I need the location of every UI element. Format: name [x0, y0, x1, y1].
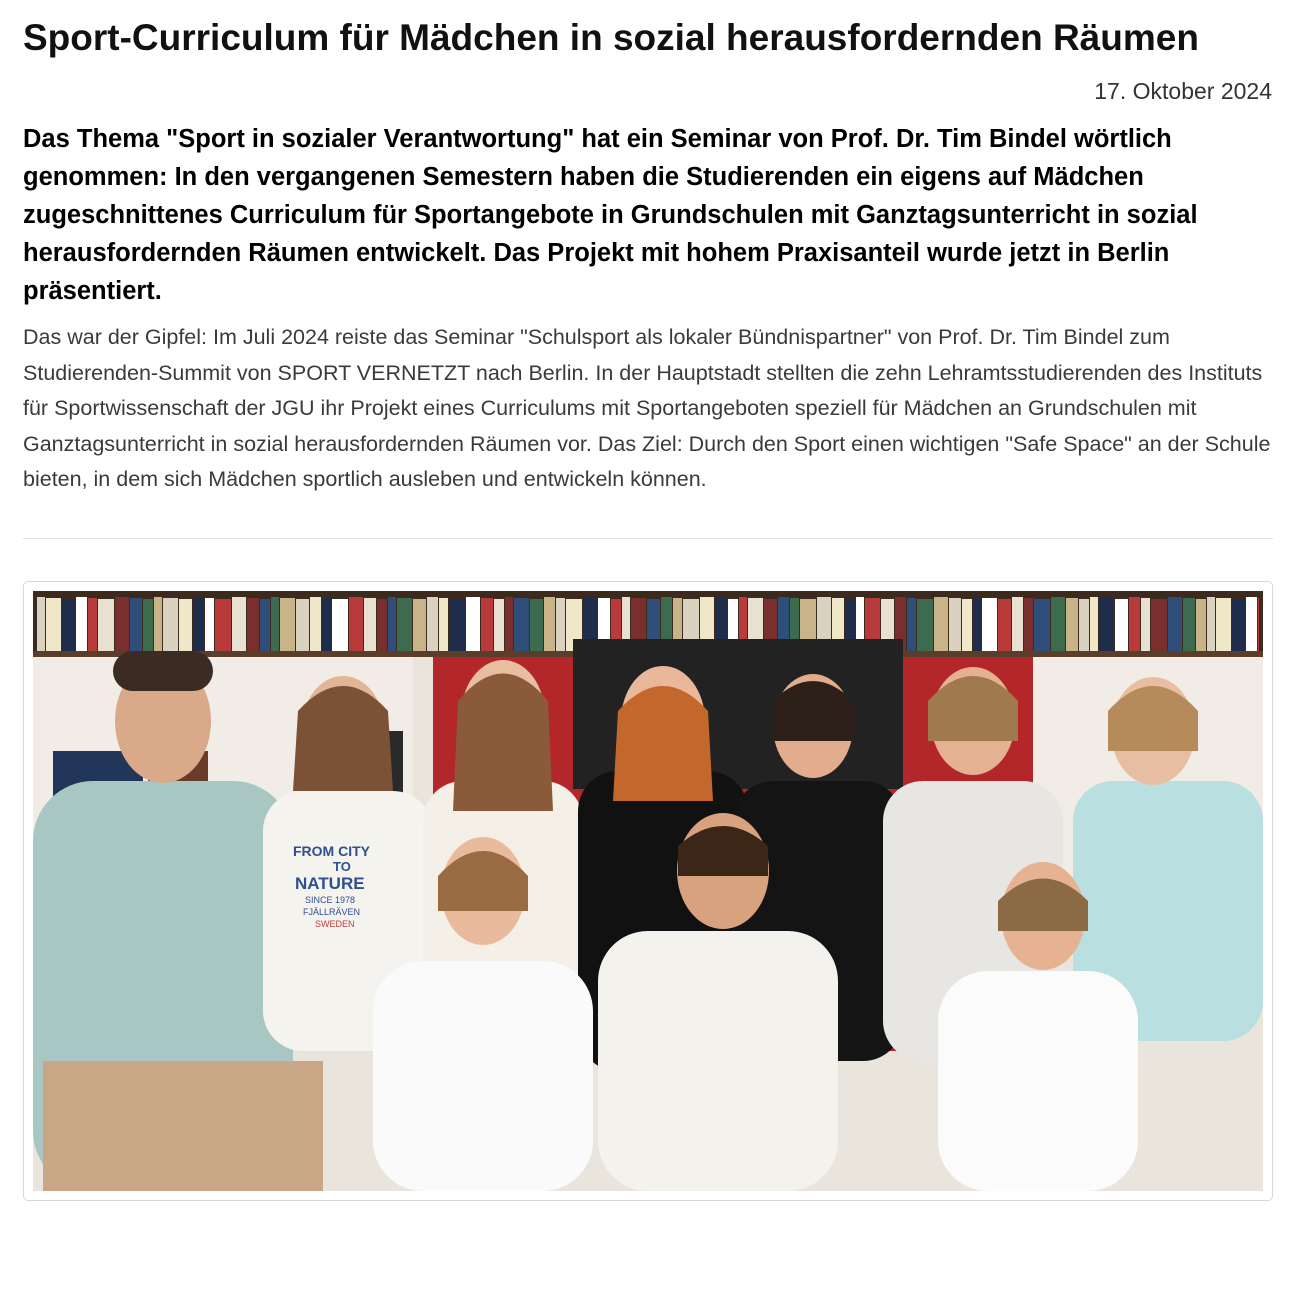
- book-spine: [310, 597, 321, 651]
- book-spine: [962, 599, 972, 651]
- book-spine: [397, 598, 412, 651]
- svg-text:FROM CITY: FROM CITY: [293, 842, 370, 859]
- book-spine: [1207, 597, 1215, 651]
- group-photo: [33, 591, 1263, 1191]
- book-spine: [271, 597, 279, 651]
- book-spine: [1246, 597, 1257, 651]
- book-spine: [88, 598, 97, 651]
- book-spine: [232, 597, 246, 651]
- article-body: Das war der Gipfel: Im Juli 2024 reiste das Seminar "Schulsport als lokaler Bündnispartner" von Prof. Dr. Tim Bindel zum Studierenden-Summit von SPORT VERNETZT nach Berlin. In der Hauptstadt stellten die zehn Lehramtsstudierenden des Instituts für Sportwissenschaft der JGU ihr Projekt eines Curriculums mit Sportangeboten speziell für Mädchen an Grundschulen mit Ganztagsunterricht in sozial herausfordernden Räumen vor. Das Ziel: Durch den Sport einen wichtigen "Safe Space" an der Schule bieten, in dem sich Mädchen sportlich ausleben und entwickeln können.: [23, 325, 1271, 491]
- book-spine: [413, 599, 426, 651]
- book-spine: [439, 598, 448, 651]
- book-spine: [247, 598, 259, 651]
- book-spine: [37, 597, 45, 651]
- book-spine: [193, 597, 204, 651]
- book-spine: [179, 599, 192, 651]
- article-date: 17. Oktober 2024: [1094, 78, 1272, 104]
- book-spine: [388, 597, 396, 651]
- book-spine: [1168, 597, 1182, 651]
- book-spine: [544, 597, 555, 651]
- book-spine: [1012, 597, 1023, 651]
- book-spine: [349, 597, 363, 651]
- svg-text:SINCE 1978: SINCE 1978: [305, 894, 356, 905]
- book-spine: [427, 597, 438, 651]
- book-spine: [949, 598, 961, 651]
- book-spine: [1196, 599, 1206, 651]
- book-spine: [917, 599, 933, 651]
- book-spine: [1090, 597, 1098, 651]
- book-spine: [1066, 598, 1078, 651]
- book-spine: [1216, 598, 1231, 651]
- book-spine: [46, 598, 61, 651]
- book-spine: [260, 599, 270, 651]
- book-spine: [205, 598, 214, 651]
- book-spine: [1079, 599, 1089, 651]
- book-spine: [1183, 598, 1195, 651]
- book-spine: [494, 599, 504, 651]
- book-spine: [332, 599, 348, 651]
- book-spine: [514, 598, 529, 651]
- book-spine: [1141, 598, 1150, 651]
- article-image-frame: [23, 581, 1273, 1201]
- shirt-print: [293, 843, 371, 929]
- svg-text:NATURE: NATURE: [295, 873, 365, 893]
- book-spine: [982, 598, 997, 651]
- book-spine: [973, 597, 981, 651]
- svg-text:SWEDEN: SWEDEN: [315, 918, 355, 929]
- book-spine: [505, 597, 513, 651]
- book-spine: [130, 598, 142, 651]
- book-spine: [1129, 597, 1140, 651]
- book-spine: [322, 598, 331, 651]
- book-spine: [1099, 598, 1114, 651]
- book-spine: [449, 599, 465, 651]
- book-spine: [163, 598, 178, 651]
- article-lead: Das Thema "Sport in sozialer Verantwortung" hat ein Seminar von Prof. Dr. Tim Bindel wörtlich genommen: In den vergangenen Semestern haben die Studierenden ein eigens auf Mädchen zugeschnittenes Curriculum für Sportangebote in Grundschulen mit Ganztagsunterricht in sozial herausfordernden Räumen entwickelt. Das Projekt mit hohem Praxisanteil wurde jetzt in Berlin präsentiert.: [23, 125, 1198, 305]
- book-spine: [556, 598, 565, 651]
- book-spine: [530, 599, 543, 651]
- svg-text:TO: TO: [333, 858, 351, 874]
- book-spine: [115, 597, 129, 651]
- book-spine: [1024, 598, 1033, 651]
- book-spine: [76, 597, 87, 651]
- book-spine: [907, 598, 916, 651]
- book-spine: [1151, 599, 1167, 651]
- book-spine: [143, 599, 153, 651]
- book-spine: [1034, 599, 1050, 651]
- book-spine: [62, 599, 75, 651]
- book-spine: [1232, 599, 1245, 651]
- book-spine: [280, 598, 295, 651]
- book-spine: [1258, 598, 1259, 651]
- book-spine: [934, 597, 948, 651]
- book-spine: [466, 597, 480, 651]
- svg-text:FJÄLLRÄVEN: FJÄLLRÄVEN: [303, 906, 361, 917]
- article-title: Sport-Curriculum für Mädchen in sozial herausfordernden Räumen: [23, 17, 1199, 58]
- book-spine: [215, 599, 231, 651]
- divider: [23, 538, 1273, 539]
- book-spine: [998, 599, 1011, 651]
- book-spine: [481, 598, 493, 651]
- book-spine: [364, 598, 376, 651]
- book-spine: [1051, 597, 1065, 651]
- book-spine: [296, 599, 309, 651]
- book-spine: [154, 597, 162, 651]
- book-spine: [98, 599, 114, 651]
- book-spine: [377, 599, 387, 651]
- book-spine: [1115, 599, 1128, 651]
